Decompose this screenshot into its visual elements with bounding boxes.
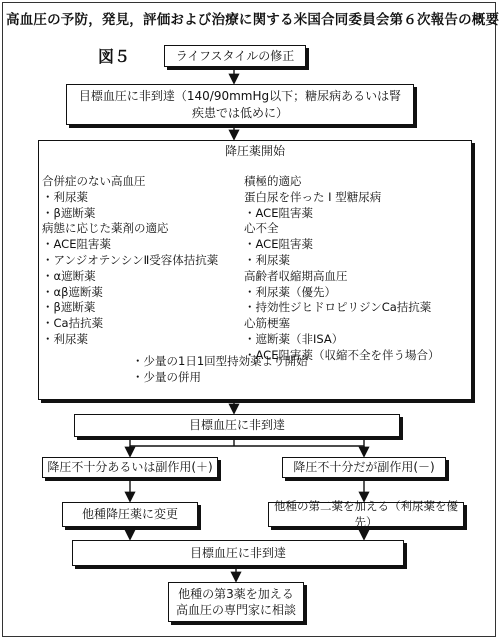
right-item: 蛋白尿を伴った I 型糖尿病 xyxy=(244,189,382,204)
uncomplicated-list xyxy=(42,174,218,348)
target-not-reached-2-label: 目標血圧に非到達 xyxy=(188,418,285,433)
left-item: ・α遮断薬 xyxy=(42,268,96,283)
left-branch-label: 降圧不十分あるいは副作用(＋) xyxy=(47,460,213,475)
right-action-label: 他種の第二薬を加える（利尿薬を優先） xyxy=(274,498,458,529)
dosing-notes xyxy=(132,354,308,386)
right-item: 高齢者収縮期高血圧 xyxy=(244,268,348,283)
left-action-label: 他種降圧薬に変更 xyxy=(81,507,178,522)
left-item: ・アンジオテンシンⅡ受容体拮抗薬 xyxy=(42,252,219,267)
target-not-reached-box-2 xyxy=(74,414,400,437)
right-item: ・ACE阻害薬 xyxy=(244,237,313,252)
final-step-box xyxy=(168,582,304,622)
target-not-reached-box-3 xyxy=(72,540,404,566)
split-line xyxy=(130,440,364,446)
target-not-reached-box-1 xyxy=(66,84,414,125)
left-item: 病態に応じた薬剤の適応 xyxy=(42,221,169,236)
left-item: ・利尿薬 xyxy=(42,189,88,204)
final-step-line2: 高血圧の専門家に相談 xyxy=(175,603,296,617)
lifestyle-label: ライフスタイルの修正 xyxy=(175,48,295,63)
right-branch-box xyxy=(282,457,446,478)
lifestyle-box xyxy=(164,45,306,67)
compelling-indications-list xyxy=(244,174,439,364)
figure-label: 図５ xyxy=(98,47,131,66)
start-drugs-label: 降圧薬開始 xyxy=(224,144,285,158)
target-not-reached-1-line2: 疾患では低めに） xyxy=(191,105,288,120)
dosing-note: ・少量の併用 xyxy=(132,369,201,384)
left-item: ・αβ遮断薬 xyxy=(42,284,103,299)
final-step-line1: 他種の第3薬を加える xyxy=(178,586,294,601)
right-item: ・利尿薬 xyxy=(244,252,290,267)
left-item: ・ACE阻害薬 xyxy=(42,237,111,252)
right-item: ・遮断薬（非ISA） xyxy=(244,331,344,346)
page-title: 高血圧の予防，発見，評価および治療に関する米国合同委員会第６次報告の概要 xyxy=(6,12,500,28)
left-item: ・Ca拮抗薬 xyxy=(42,316,104,331)
target-not-reached-1-line1: 目標血圧に非到達（140/90mmHg以下；糖尿病あるいは腎 xyxy=(78,89,402,104)
right-action-box xyxy=(268,498,464,529)
right-item: 積極的適応 xyxy=(244,174,302,188)
right-item: ・ACE阻害薬 xyxy=(244,205,313,220)
right-item: ・ACE阻害薬（収縮不全を伴う場合） xyxy=(244,347,440,362)
left-branch-box xyxy=(42,457,218,478)
left-item: ・利尿薬 xyxy=(42,331,88,346)
left-item: ・β遮断薬 xyxy=(42,205,96,220)
right-branch-label: 降圧不十分だが副作用(－) xyxy=(293,460,435,475)
left-action-box xyxy=(62,502,198,527)
right-item: 心筋梗塞 xyxy=(244,316,290,331)
left-item: ・β遮断薬 xyxy=(42,300,96,315)
right-item: ・持効性ジヒドロピリジンCa拮抗薬 xyxy=(244,300,432,315)
dosing-note: ・少量の1日1回型持効薬より開始 xyxy=(132,354,308,368)
right-item: 心不全 xyxy=(244,221,279,236)
right-item: ・利尿薬（優先） xyxy=(244,284,336,299)
target-not-reached-3-label: 目標血圧に非到達 xyxy=(189,545,286,560)
left-item: 合併症のない高血圧 xyxy=(42,174,146,188)
